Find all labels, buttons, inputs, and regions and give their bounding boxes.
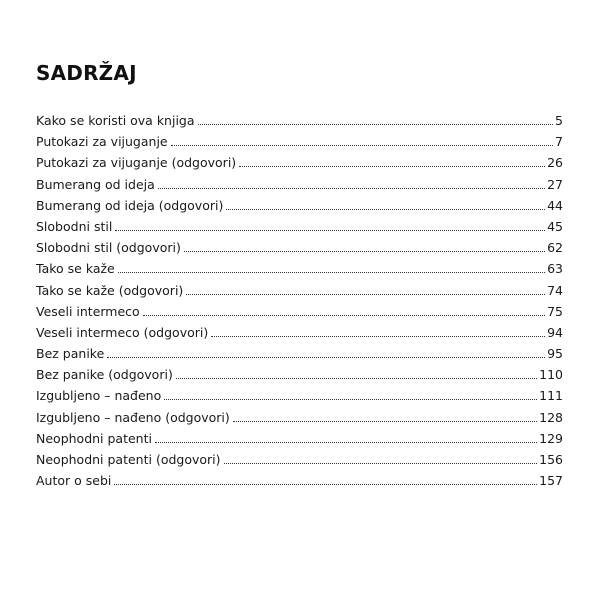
dot-leader [226, 209, 545, 210]
toc-entry-label: Autor o sebi [36, 473, 112, 489]
toc-entry-label: Kako se koristi ova knjiga [36, 113, 195, 128]
toc-entry [36, 131, 563, 152]
toc-entry [36, 216, 563, 237]
toc-entry-label: Izgubljeno – nađeno [36, 388, 162, 404]
toc-entry-label: Bez panike [36, 346, 105, 362]
toc-entry [36, 174, 563, 195]
toc-entry-label: Izgubljeno – nađeno (odgovori) [36, 409, 230, 425]
dot-leader [186, 294, 545, 295]
toc-entry [36, 237, 563, 258]
toc-entry [36, 152, 563, 173]
dot-leader [198, 124, 554, 125]
dot-leader [118, 272, 545, 273]
toc-entry-label: Veseli intermeco (odgovori) [36, 324, 209, 340]
dot-leader [164, 399, 537, 400]
toc-entry-page-number: 27 [547, 176, 563, 192]
toc-entry-label: Bumerang od ideja [36, 176, 155, 192]
toc-entry-page-number: 94 [547, 324, 563, 340]
toc-entry-page-number: 62 [547, 240, 563, 256]
toc-entry [36, 407, 563, 428]
toc-entry-label: Slobodni stil [36, 218, 113, 234]
toc-entry [36, 301, 563, 322]
toc-entry-page-number: 128 [539, 409, 563, 425]
toc-entry-label: Neophodni patenti (odgovori) [36, 452, 221, 467]
toc-entry-page-number: 156 [539, 452, 563, 467]
dot-leader [239, 166, 545, 167]
dot-leader [143, 315, 545, 316]
toc-entry [36, 385, 563, 406]
dot-leader [211, 336, 545, 337]
toc-entry-label: Tako se kaže (odgovori) [36, 282, 184, 298]
toc-entry [36, 195, 563, 216]
toc-entry-page-number: 26 [547, 155, 563, 171]
toc-entry-page-number: 95 [547, 346, 563, 362]
dot-leader [115, 230, 545, 231]
toc-entry [36, 428, 563, 449]
toc-entry-label: Putokazi za vijuganje (odgovori) [36, 155, 237, 171]
toc-entry-page-number: 5 [555, 113, 563, 128]
dot-leader [158, 188, 545, 189]
toc-entry [36, 258, 563, 279]
toc-entry [36, 470, 563, 491]
toc-entry-label: Veseli intermeco [36, 303, 140, 319]
toc-entry-page-number: 75 [547, 303, 563, 319]
dot-leader [233, 421, 537, 422]
toc-entry-label: Slobodni stil (odgovori) [36, 240, 181, 256]
toc-entry-page-number: 45 [547, 218, 563, 234]
toc-entry-page-number: 111 [539, 388, 563, 404]
dot-leader [114, 484, 537, 485]
toc-entry-page-number: 74 [547, 282, 563, 298]
toc-entry-page-number: 110 [539, 367, 563, 383]
dot-leader [176, 378, 537, 379]
dot-leader [171, 145, 553, 146]
toc-entry-label: Bez panike (odgovori) [36, 367, 173, 383]
toc-entry [36, 449, 563, 470]
toc-entry-label: Neophodni patenti [36, 430, 152, 446]
dot-leader [224, 463, 538, 464]
dot-leader [107, 357, 545, 358]
toc-entry-label: Bumerang od ideja (odgovori) [36, 197, 224, 213]
toc-entry-page-number: 44 [547, 197, 563, 213]
table-of-contents [36, 110, 563, 491]
toc-entry-page-number: 63 [547, 261, 563, 277]
toc-entry-page-number: 7 [555, 134, 563, 150]
toc-entry-page-number: 157 [539, 473, 563, 489]
toc-entry-label: Putokazi za vijuganje [36, 134, 168, 150]
toc-entry [36, 322, 563, 343]
toc-entry [36, 364, 563, 385]
page-title: SADRŽAJ [36, 61, 137, 85]
dot-leader [184, 251, 545, 252]
toc-entry [36, 280, 563, 301]
toc-entry-page-number: 129 [539, 430, 563, 446]
toc-entry [36, 343, 563, 364]
dot-leader [155, 442, 537, 443]
toc-entry-label: Tako se kaže [36, 261, 115, 277]
toc-entry [36, 110, 563, 131]
